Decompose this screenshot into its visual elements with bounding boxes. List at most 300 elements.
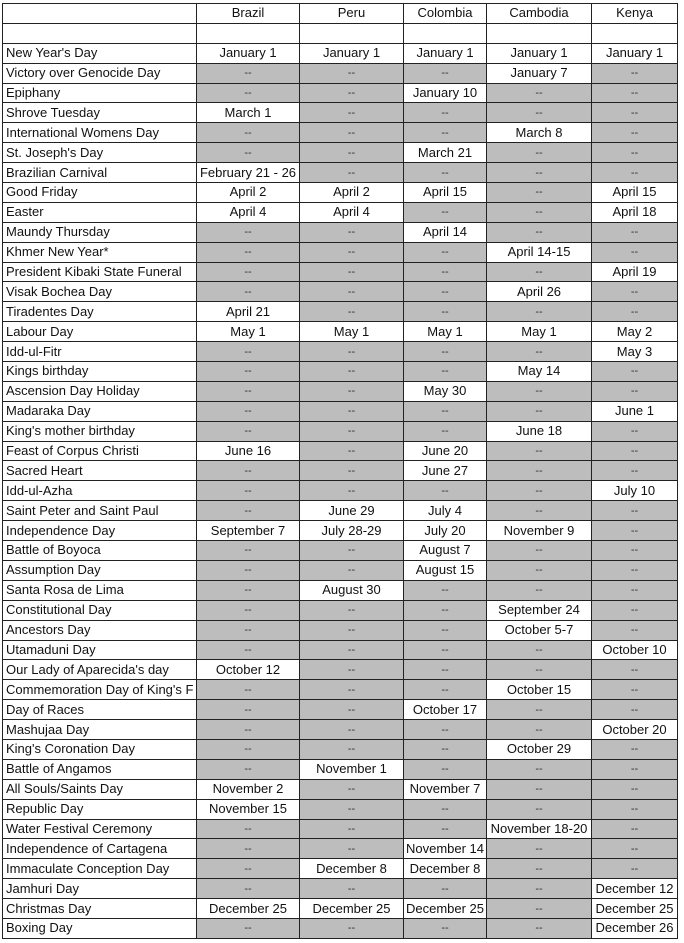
empty-date-cell: --	[197, 362, 300, 382]
empty-date-cell: --	[404, 282, 487, 302]
empty-date-cell: --	[404, 63, 487, 83]
empty-date-cell: --	[487, 143, 592, 163]
empty-date-cell: --	[487, 481, 592, 501]
empty-date-cell: --	[592, 580, 678, 600]
holiday-date-cell: March 21	[404, 143, 487, 163]
empty-date-cell: --	[487, 83, 592, 103]
empty-date-cell: --	[197, 759, 300, 779]
holiday-name-cell: Constitutional Day	[3, 600, 197, 620]
holiday-date-cell: December 12	[592, 879, 678, 899]
table-row	[3, 421, 678, 441]
empty-date-cell: --	[592, 282, 678, 302]
empty-date-cell: --	[404, 401, 487, 421]
table-row	[3, 163, 678, 183]
empty-date-cell: --	[404, 242, 487, 262]
empty-date-cell: --	[592, 501, 678, 521]
holiday-name-cell: International Womens Day	[3, 123, 197, 143]
table-row	[3, 879, 678, 899]
table-row	[3, 739, 678, 759]
holiday-date-cell: June 16	[197, 441, 300, 461]
header-cell-brazil: Brazil	[197, 4, 300, 24]
table-row	[3, 103, 678, 123]
empty-date-cell: --	[487, 441, 592, 461]
empty-date-cell: --	[487, 918, 592, 938]
empty-date-cell: --	[300, 103, 404, 123]
holiday-date-cell: May 2	[592, 322, 678, 342]
empty-date-cell: --	[487, 799, 592, 819]
empty-date-cell: --	[487, 381, 592, 401]
holiday-date-cell: April 4	[300, 202, 404, 222]
empty-date-cell: --	[300, 381, 404, 401]
holiday-date-cell: May 14	[487, 362, 592, 382]
holiday-date-cell: April 14-15	[487, 242, 592, 262]
empty-date-cell: --	[404, 680, 487, 700]
empty-date-cell: --	[197, 918, 300, 938]
empty-date-cell: --	[592, 123, 678, 143]
empty-date-cell: --	[300, 262, 404, 282]
table-row	[3, 839, 678, 859]
holiday-date-cell: January 1	[487, 43, 592, 63]
empty-date-cell: --	[404, 720, 487, 740]
table-row	[3, 242, 678, 262]
holiday-date-cell: December 8	[300, 859, 404, 879]
holiday-name-cell: Easter	[3, 202, 197, 222]
holiday-name-cell: Our Lady of Aparecida's day	[3, 660, 197, 680]
table-row	[3, 560, 678, 580]
holiday-date-cell: March 1	[197, 103, 300, 123]
holiday-name-cell: Battle of Boyoca	[3, 541, 197, 561]
holiday-date-cell: September 24	[487, 600, 592, 620]
empty-date-cell: --	[197, 63, 300, 83]
empty-date-cell: --	[404, 640, 487, 660]
table-row	[3, 819, 678, 839]
holiday-date-cell: August 30	[300, 580, 404, 600]
empty-date-cell: --	[404, 421, 487, 441]
empty-date-cell: --	[487, 183, 592, 203]
holiday-date-cell: April 14	[404, 222, 487, 242]
holiday-name-cell: All Souls/Saints Day	[3, 779, 197, 799]
table-row	[3, 720, 678, 740]
empty-date-cell: --	[404, 362, 487, 382]
empty-date-cell: --	[197, 282, 300, 302]
empty-date-cell: --	[592, 680, 678, 700]
table-row	[3, 183, 678, 203]
empty-date-cell: --	[592, 759, 678, 779]
holiday-name-cell: Visak Bochea Day	[3, 282, 197, 302]
empty-date-cell: --	[592, 521, 678, 541]
empty-date-cell: --	[487, 302, 592, 322]
empty-date-cell: --	[592, 700, 678, 720]
empty-date-cell: --	[197, 421, 300, 441]
holiday-date-cell: April 15	[592, 183, 678, 203]
holiday-date-cell: April 2	[300, 183, 404, 203]
empty-date-cell: --	[487, 401, 592, 421]
holiday-date-cell: November 14	[404, 839, 487, 859]
empty-date-cell: --	[404, 163, 487, 183]
holiday-date-cell: June 27	[404, 461, 487, 481]
empty-date-cell: --	[197, 580, 300, 600]
empty-date-cell: --	[197, 222, 300, 242]
empty-date-cell: --	[300, 918, 404, 938]
holiday-name-cell: Water Festival Ceremony	[3, 819, 197, 839]
holiday-name-cell: Independence of Cartagena	[3, 839, 197, 859]
holiday-name-cell: Good Friday	[3, 183, 197, 203]
empty-date-cell: --	[592, 600, 678, 620]
table-row	[3, 262, 678, 282]
empty-date-cell: --	[300, 461, 404, 481]
empty-date-cell: --	[197, 342, 300, 362]
holiday-name-cell: Jamhuri Day	[3, 879, 197, 899]
empty-date-cell: --	[404, 660, 487, 680]
holiday-date-cell: November 7	[404, 779, 487, 799]
holiday-date-cell: November 1	[300, 759, 404, 779]
empty-date-cell: --	[197, 700, 300, 720]
holiday-name-cell: Madaraka Day	[3, 401, 197, 421]
empty-date-cell: --	[487, 202, 592, 222]
empty-date-cell: --	[300, 640, 404, 660]
empty-date-cell: --	[197, 501, 300, 521]
holiday-date-cell: December 25	[404, 899, 487, 919]
holiday-date-cell: December 25	[592, 899, 678, 919]
holiday-date-cell: November 15	[197, 799, 300, 819]
empty-date-cell: --	[300, 143, 404, 163]
empty-date-cell: --	[592, 441, 678, 461]
empty-date-cell: --	[197, 461, 300, 481]
holiday-name-cell: Day of Races	[3, 700, 197, 720]
holiday-name-cell: Labour Day	[3, 322, 197, 342]
holiday-name-cell: Kings birthday	[3, 362, 197, 382]
empty-date-cell: --	[300, 541, 404, 561]
empty-date-cell: --	[197, 381, 300, 401]
empty-date-cell: --	[592, 63, 678, 83]
holiday-date-cell: October 5-7	[487, 620, 592, 640]
empty-date-cell: --	[592, 839, 678, 859]
holiday-name-cell: Idd-ul-Azha	[3, 481, 197, 501]
empty-date-cell: --	[487, 720, 592, 740]
holiday-date-cell: May 1	[487, 322, 592, 342]
table-row	[3, 342, 678, 362]
holiday-name-cell: Maundy Thursday	[3, 222, 197, 242]
table-row	[3, 441, 678, 461]
table-row	[3, 779, 678, 799]
holiday-name-cell: Assumption Day	[3, 560, 197, 580]
holiday-name-cell: President Kibaki State Funeral	[3, 262, 197, 282]
spacer-cell	[592, 23, 678, 43]
table-row	[3, 541, 678, 561]
holiday-date-cell: April 2	[197, 183, 300, 203]
empty-date-cell: --	[404, 739, 487, 759]
empty-date-cell: --	[404, 202, 487, 222]
spacer-cell	[487, 23, 592, 43]
table-row	[3, 381, 678, 401]
empty-date-cell: --	[487, 660, 592, 680]
holiday-name-cell: Saint Peter and Saint Paul	[3, 501, 197, 521]
empty-date-cell: --	[487, 839, 592, 859]
empty-date-cell: --	[487, 779, 592, 799]
spacer-row	[3, 23, 678, 43]
holiday-date-cell: May 3	[592, 342, 678, 362]
empty-date-cell: --	[197, 620, 300, 640]
header-cell-blank	[3, 4, 197, 24]
empty-date-cell: --	[300, 819, 404, 839]
table-row	[3, 202, 678, 222]
table-row	[3, 580, 678, 600]
holiday-date-cell: October 15	[487, 680, 592, 700]
empty-date-cell: --	[487, 541, 592, 561]
empty-date-cell: --	[197, 143, 300, 163]
holiday-name-cell: Mashujaa Day	[3, 720, 197, 740]
empty-date-cell: --	[592, 143, 678, 163]
holiday-date-cell: August 7	[404, 541, 487, 561]
empty-date-cell: --	[592, 461, 678, 481]
holiday-date-cell: January 1	[197, 43, 300, 63]
empty-date-cell: --	[404, 879, 487, 899]
empty-date-cell: --	[592, 302, 678, 322]
empty-date-cell: --	[197, 640, 300, 660]
empty-date-cell: --	[197, 83, 300, 103]
empty-date-cell: --	[404, 918, 487, 938]
table-row	[3, 899, 678, 919]
empty-date-cell: --	[487, 461, 592, 481]
empty-date-cell: --	[592, 799, 678, 819]
holiday-date-cell: May 1	[300, 322, 404, 342]
holiday-name-cell: Ancestors Day	[3, 620, 197, 640]
holiday-name-cell: Christmas Day	[3, 899, 197, 919]
empty-date-cell: --	[404, 103, 487, 123]
empty-date-cell: --	[592, 362, 678, 382]
empty-date-cell: --	[197, 600, 300, 620]
empty-date-cell: --	[404, 302, 487, 322]
empty-date-cell: --	[404, 262, 487, 282]
holiday-name-cell: King's Coronation Day	[3, 739, 197, 759]
empty-date-cell: --	[487, 700, 592, 720]
table-row	[3, 918, 678, 938]
table-row	[3, 501, 678, 521]
empty-date-cell: --	[197, 541, 300, 561]
holiday-date-cell: November 18-20	[487, 819, 592, 839]
empty-date-cell: --	[300, 362, 404, 382]
holiday-date-cell: February 21 - 26	[197, 163, 300, 183]
empty-date-cell: --	[404, 580, 487, 600]
empty-date-cell: --	[300, 441, 404, 461]
holiday-name-cell: Republic Day	[3, 799, 197, 819]
empty-date-cell: --	[592, 222, 678, 242]
empty-date-cell: --	[197, 481, 300, 501]
empty-date-cell: --	[487, 640, 592, 660]
empty-date-cell: --	[197, 739, 300, 759]
empty-date-cell: --	[592, 541, 678, 561]
empty-date-cell: --	[300, 63, 404, 83]
empty-date-cell: --	[487, 342, 592, 362]
empty-date-cell: --	[300, 342, 404, 362]
empty-date-cell: --	[592, 421, 678, 441]
empty-date-cell: --	[592, 779, 678, 799]
empty-date-cell: --	[197, 879, 300, 899]
table-row	[3, 461, 678, 481]
empty-date-cell: --	[197, 819, 300, 839]
holiday-name-cell: St. Joseph's Day	[3, 143, 197, 163]
empty-date-cell: --	[592, 381, 678, 401]
empty-date-cell: --	[300, 83, 404, 103]
empty-date-cell: --	[487, 560, 592, 580]
header-cell-kenya: Kenya	[592, 4, 678, 24]
empty-date-cell: --	[300, 421, 404, 441]
spacer-cell	[197, 23, 300, 43]
holiday-name-cell: Ascension Day Holiday	[3, 381, 197, 401]
empty-date-cell: --	[487, 103, 592, 123]
empty-date-cell: --	[300, 600, 404, 620]
table-row	[3, 799, 678, 819]
empty-date-cell: --	[300, 401, 404, 421]
empty-date-cell: --	[592, 103, 678, 123]
spacer-cell	[404, 23, 487, 43]
holiday-date-cell: September 7	[197, 521, 300, 541]
empty-date-cell: --	[197, 859, 300, 879]
holiday-date-cell: June 18	[487, 421, 592, 441]
holiday-date-cell: July 10	[592, 481, 678, 501]
table-row	[3, 302, 678, 322]
holiday-name-cell: Battle of Angamos	[3, 759, 197, 779]
empty-date-cell: --	[592, 859, 678, 879]
holiday-date-cell: July 4	[404, 501, 487, 521]
holiday-date-cell: March 8	[487, 123, 592, 143]
table-row	[3, 640, 678, 660]
empty-date-cell: --	[487, 501, 592, 521]
empty-date-cell: --	[487, 580, 592, 600]
holiday-date-cell: May 1	[404, 322, 487, 342]
table-row	[3, 401, 678, 421]
holiday-date-cell: April 21	[197, 302, 300, 322]
holiday-name-cell: Boxing Day	[3, 918, 197, 938]
empty-date-cell: --	[592, 620, 678, 640]
holiday-date-cell: May 30	[404, 381, 487, 401]
table-row	[3, 143, 678, 163]
holiday-name-cell: Sacred Heart	[3, 461, 197, 481]
empty-date-cell: --	[300, 700, 404, 720]
table-row	[3, 859, 678, 879]
empty-date-cell: --	[487, 222, 592, 242]
empty-date-cell: --	[197, 560, 300, 580]
empty-date-cell: --	[300, 242, 404, 262]
empty-date-cell: --	[404, 123, 487, 143]
empty-date-cell: --	[300, 720, 404, 740]
holiday-name-cell: Immaculate Conception Day	[3, 859, 197, 879]
table-row	[3, 83, 678, 103]
table-row	[3, 322, 678, 342]
empty-date-cell: --	[300, 879, 404, 899]
header-cell-peru: Peru	[300, 4, 404, 24]
empty-date-cell: --	[487, 163, 592, 183]
table-row	[3, 600, 678, 620]
empty-date-cell: --	[197, 262, 300, 282]
empty-date-cell: --	[487, 899, 592, 919]
empty-date-cell: --	[404, 620, 487, 640]
holiday-date-cell: July 20	[404, 521, 487, 541]
table-row	[3, 759, 678, 779]
holiday-table	[2, 3, 678, 939]
empty-date-cell: --	[592, 163, 678, 183]
holiday-date-cell: April 19	[592, 262, 678, 282]
header-cell-colombia: Colombia	[404, 4, 487, 24]
holiday-name-cell: Feast of Corpus Christi	[3, 441, 197, 461]
table-row	[3, 700, 678, 720]
holiday-date-cell: October 29	[487, 739, 592, 759]
holiday-date-cell: April 26	[487, 282, 592, 302]
empty-date-cell: --	[487, 859, 592, 879]
holiday-date-cell: January 1	[404, 43, 487, 63]
holiday-name-cell: Utamaduni Day	[3, 640, 197, 660]
table-row	[3, 282, 678, 302]
empty-date-cell: --	[197, 123, 300, 143]
header-cell-cambodia: Cambodia	[487, 4, 592, 24]
table-row	[3, 620, 678, 640]
empty-date-cell: --	[404, 481, 487, 501]
holiday-date-cell: April 15	[404, 183, 487, 203]
holiday-name-cell: Santa Rosa de Lima	[3, 580, 197, 600]
empty-date-cell: --	[300, 222, 404, 242]
holiday-date-cell: October 12	[197, 660, 300, 680]
holiday-name-cell: Shrove Tuesday	[3, 103, 197, 123]
empty-date-cell: --	[592, 242, 678, 262]
spacer-cell	[300, 23, 404, 43]
holiday-date-cell: October 20	[592, 720, 678, 740]
header-row	[3, 4, 678, 24]
holiday-name-cell: Idd-ul-Fitr	[3, 342, 197, 362]
holiday-date-cell: June 29	[300, 501, 404, 521]
empty-date-cell: --	[404, 799, 487, 819]
holiday-date-cell: December 25	[197, 899, 300, 919]
holiday-name-cell: Victory over Genocide Day	[3, 63, 197, 83]
holiday-date-cell: June 20	[404, 441, 487, 461]
holiday-date-cell: December 25	[300, 899, 404, 919]
empty-date-cell: --	[197, 839, 300, 859]
holiday-name-cell: Khmer New Year*	[3, 242, 197, 262]
empty-date-cell: --	[300, 302, 404, 322]
empty-date-cell: --	[404, 342, 487, 362]
holiday-name-cell: Commemoration Day of King's F	[3, 680, 197, 700]
holiday-name-cell: King's mother birthday	[3, 421, 197, 441]
table-row	[3, 362, 678, 382]
holiday-name-cell: Epiphany	[3, 83, 197, 103]
holiday-date-cell: January 1	[300, 43, 404, 63]
holiday-date-cell: December 26	[592, 918, 678, 938]
empty-date-cell: --	[300, 799, 404, 819]
holiday-date-cell: July 28-29	[300, 521, 404, 541]
holiday-name-cell: Independence Day	[3, 521, 197, 541]
holiday-name-cell: New Year's Day	[3, 43, 197, 63]
empty-date-cell: --	[592, 83, 678, 103]
holiday-date-cell: October 10	[592, 640, 678, 660]
table-row	[3, 680, 678, 700]
empty-date-cell: --	[300, 620, 404, 640]
empty-date-cell: --	[300, 481, 404, 501]
table-row	[3, 521, 678, 541]
holiday-date-cell: December 8	[404, 859, 487, 879]
holiday-date-cell: November 9	[487, 521, 592, 541]
holiday-date-cell: May 1	[197, 322, 300, 342]
empty-date-cell: --	[592, 560, 678, 580]
holiday-date-cell: April 4	[197, 202, 300, 222]
empty-date-cell: --	[197, 680, 300, 700]
empty-date-cell: --	[300, 560, 404, 580]
empty-date-cell: --	[592, 819, 678, 839]
table-row	[3, 660, 678, 680]
holiday-date-cell: January 10	[404, 83, 487, 103]
empty-date-cell: --	[300, 123, 404, 143]
empty-date-cell: --	[300, 779, 404, 799]
empty-date-cell: --	[592, 739, 678, 759]
spacer-cell	[3, 23, 197, 43]
